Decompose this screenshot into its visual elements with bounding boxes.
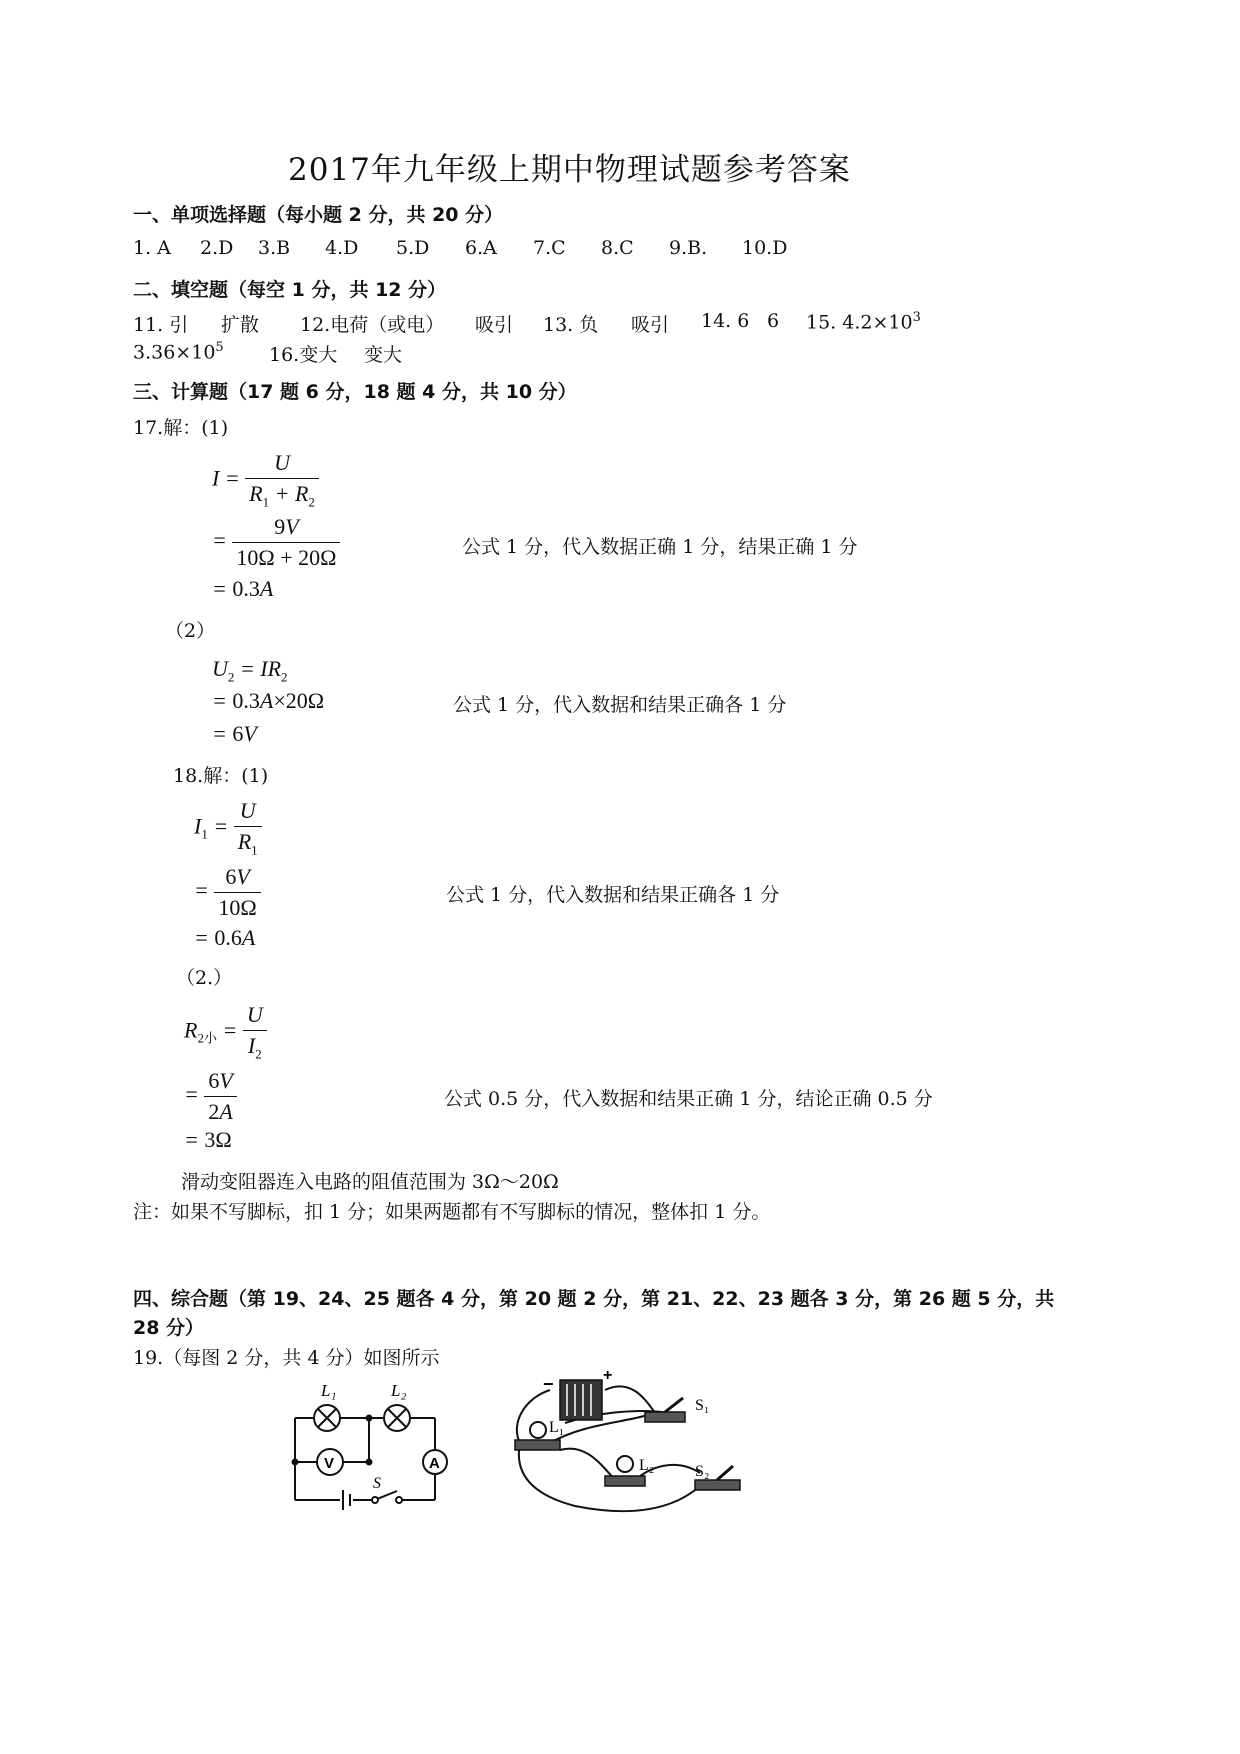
fraction: $\frac{6V}{2A}$: [204, 1068, 236, 1125]
fill-15c: [133, 340, 224, 363]
answer-2: 2.D: [200, 237, 234, 259]
q17-part2: （2）: [165, 620, 216, 642]
q17-note1: 公式 1 分，代入数据正确 1 分，结果正确 1 分: [462, 536, 858, 558]
section4-heading: 四、综合题（第 19、24、25 题各 4 分，第 20 题 2 分，第 21、22、23 题各 3 分，第 26 题 5 分，共: [133, 1288, 1055, 1310]
q18-note1: 公式 1 分，代入数据和结果正确各 1 分: [446, 884, 780, 906]
section3-heading: 三、计算题（17 题 6 分，18 题 4 分，共 10 分）: [133, 381, 577, 403]
q18-eq2: = $\frac{6V}{10\Omega}$: [194, 864, 261, 921]
fill-13a: 13. 负: [543, 314, 599, 336]
answer-3: 3.B: [258, 237, 291, 259]
label-S2: S₂: [695, 1463, 710, 1480]
q17-eq2: = $\frac{9V}{10\Omega + 20\Omega}$: [212, 514, 340, 571]
answer-7: 7.C: [533, 237, 566, 259]
q17-eq1: I = $\frac{U}{R_1 + R_2}$: [212, 450, 319, 510]
section2-heading: 二、填空题（每空 1 分，共 12 分）: [133, 279, 447, 301]
fill-12b: 吸引: [475, 314, 514, 336]
fill-11b: 扩散: [221, 314, 260, 336]
q18-eq1: $I_1$ = $\frac{U}{R_1}$: [194, 798, 262, 858]
q18-part2: （2.）: [176, 967, 233, 989]
fill-14b: 6: [767, 310, 780, 332]
fill-14a: 14. 6: [701, 310, 750, 332]
label-pictorial-L2: L₂: [639, 1457, 655, 1474]
label-S: S: [373, 1475, 381, 1492]
fraction: $\frac{U}{I_2}$: [243, 1002, 267, 1062]
q18-eq5: = $\frac{6V}{2A}$: [184, 1068, 237, 1125]
fraction: $\frac{U}{R_1 + R_2}$: [245, 450, 319, 510]
q17-eq4: $U_2 = IR_2$: [212, 656, 288, 685]
answer-9: 9.B.: [669, 237, 708, 259]
battery-plus: +: [603, 1368, 613, 1384]
answer-8: 8.C: [601, 237, 634, 259]
q17-eq3: = 0.3A: [212, 576, 274, 601]
fill-16b: 变大: [364, 344, 403, 366]
fill-15c-exp: 5: [215, 340, 224, 355]
q19-label: 19.（每图 2 分，共 4 分）如图所示: [133, 1347, 440, 1369]
answer-5: 5.D: [396, 237, 430, 259]
page-title: 2017年九年级上期中物理试题参考答案: [288, 152, 851, 188]
fraction: $\frac{6V}{10\Omega}$: [214, 864, 260, 921]
q17-eq6: = 6V: [212, 721, 257, 746]
fraction: $\frac{9V}{10\Omega + 20\Omega}$: [232, 514, 340, 571]
fill-15c-base: 3.36×10: [133, 341, 216, 364]
q17-label: 17.解：(1): [133, 417, 229, 439]
q18-label: 18.解：(1): [173, 765, 269, 787]
answer-4: 4.D: [325, 237, 359, 259]
voltmeter-label: V: [324, 1455, 335, 1472]
resistor-range: 滑动变阻器连入电路的阻值范围为 3Ω～20Ω: [181, 1171, 559, 1193]
fill-15-base: 15. 4.2×10: [806, 311, 913, 334]
fill-12a: 12.电荷（或电）: [300, 314, 445, 336]
q18-eq4: $R_{2小}$ = $\frac{U}{I_2}$: [184, 1002, 267, 1062]
answer-1: 1. A: [133, 237, 171, 259]
q17-note2: 公式 1 分，代入数据和结果正确各 1 分: [453, 694, 787, 716]
circuit-pictorial: [505, 1368, 755, 1513]
q17-eq5: = 0.3A×20Ω: [212, 688, 325, 713]
answer-6: 6.A: [465, 237, 497, 259]
fill-16a: 16.变大: [269, 344, 338, 366]
battery-minus: −: [543, 1374, 554, 1394]
label-S1: S₁: [695, 1397, 710, 1414]
label-L1: L₁: [321, 1381, 337, 1400]
fraction: $\frac{U}{R_1}$: [234, 798, 262, 858]
q18-eq3: = 0.6A: [194, 925, 256, 950]
fill-13b: 吸引: [631, 314, 670, 336]
circuit-schematic: [285, 1378, 450, 1513]
q18-note2: 公式 0.5 分，代入数据和结果正确 1 分，结论正确 0.5 分: [444, 1088, 933, 1110]
label-pictorial-L1: L₁: [549, 1419, 565, 1436]
fill-15-exp: 3: [912, 310, 921, 325]
ammeter-label: A: [429, 1455, 440, 1472]
answer-10: 10.D: [742, 237, 788, 259]
section1-heading: 一、单项选择题（每小题 2 分，共 20 分）: [133, 204, 504, 226]
fill-15: [806, 310, 921, 333]
section4-heading-cont: 28 分）: [133, 1317, 205, 1339]
grading-note: 注：如果不写脚标，扣 1 分；如果两题都有不写脚标的情况，整体扣 1 分。: [133, 1201, 771, 1223]
fill-11a: 11. 引: [133, 314, 189, 336]
q18-eq6: = 3Ω: [184, 1127, 232, 1152]
label-L2: L₂: [391, 1381, 407, 1400]
